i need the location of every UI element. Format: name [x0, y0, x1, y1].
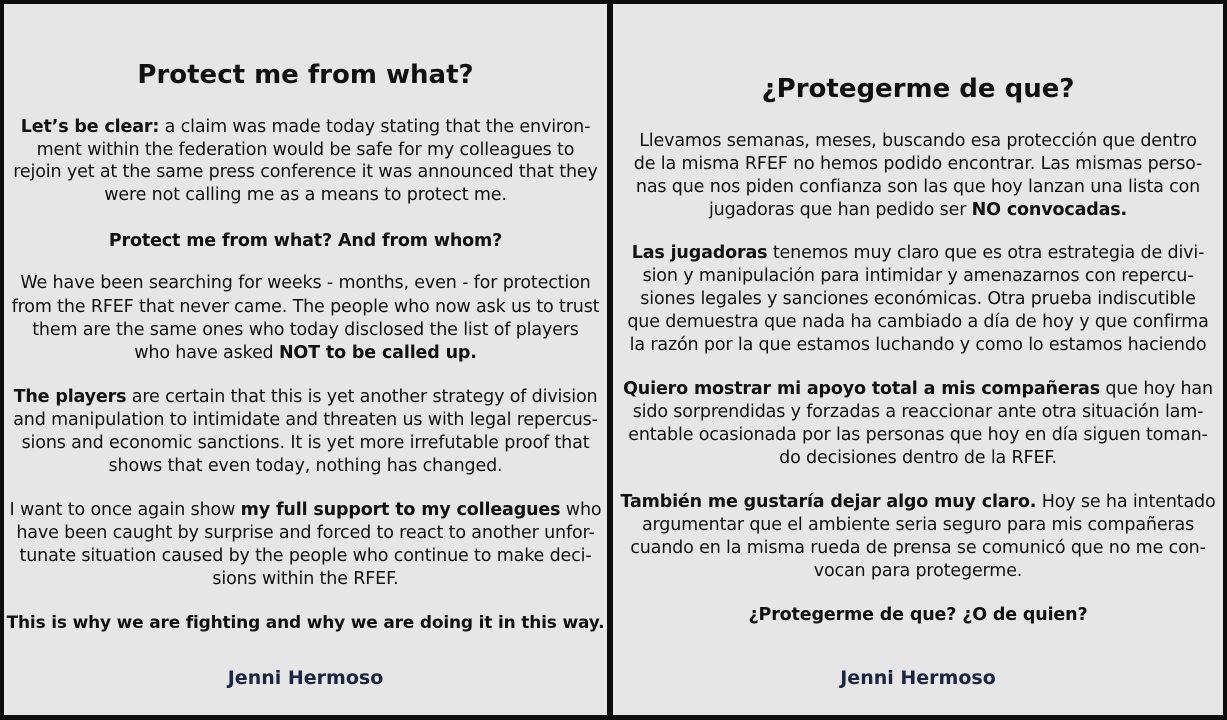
- english-p4-line-4: sions within the RFEF.: [212, 569, 399, 589]
- english-p3-line-2: and manipulation to intimidate and threaten us with legal repercus-: [13, 410, 598, 430]
- english-p2-line-4: who have asked NOT to be called up.: [134, 343, 477, 363]
- english-statement-panel: [4, 4, 607, 715]
- spanish-p4-line-2: argumentar que el ambiente seria seguro para mis compañeras: [641, 515, 1195, 535]
- english-p1-line-3: rejoin yet at the same press conference it was announced that they: [13, 162, 598, 182]
- spanish-p4-line-1: También me gustaría dejar algo muy claro. Hoy se ha intentado: [620, 492, 1216, 512]
- spanish-p2-line-1: Las jugadoras tenemos muy claro que es otra estrategia de divi-: [631, 243, 1205, 263]
- english-subheading: Protect me from what? And from whom?: [108, 231, 503, 251]
- spanish-p2-line-2: sion y manipulación para intimidar y amenazarnos con repercu-: [642, 266, 1194, 286]
- spanish-p4-line-4: vocan para protegerme.: [813, 561, 1023, 581]
- spanish-p3-line-2: sido sorprendidas y forzadas a reaccionar ante otra situación lam-: [632, 402, 1204, 422]
- english-p1-line-4: were not calling me as a means to protect me.: [104, 185, 507, 205]
- spanish-p2-line-4: que demuestra que nada ha cambiado a día de hoy y que confirma: [627, 312, 1209, 332]
- english-p3-line-4: shows that even today, nothing has changed.: [108, 456, 503, 476]
- spanish-p1-line-1: Llevamos semanas, meses, buscando esa protección que dentro: [639, 131, 1197, 151]
- spanish-signature: Jenni Hermoso: [840, 667, 996, 689]
- english-signature: Jenni Hermoso: [227, 667, 384, 689]
- english-p3-line-1: The players are certain that this is yet another strategy of division: [13, 387, 598, 407]
- spanish-statement-panel: [613, 4, 1223, 715]
- english-p2-line-1: We have been searching for weeks - months, even - for protection: [20, 273, 591, 293]
- english-p2-line-3: them are the same ones who today disclosed the list of players: [32, 320, 579, 340]
- spanish-title: ¿Protegerme de que?: [761, 74, 1075, 104]
- english-p2-line-2: from the RFEF that never came. The people who now ask us to trust: [11, 297, 600, 317]
- spanish-p1-line-4: jugadoras que han pedido ser NO convocadas.: [708, 200, 1128, 220]
- spanish-closing-line: ¿Protegerme de que? ¿O de quien?: [748, 605, 1088, 625]
- spanish-p2-line-5: la razón por la que estamos luchando y como lo estamos haciendo: [629, 335, 1207, 355]
- spanish-p3-line-1: Quiero mostrar mi apoyo total a mis compañeras que hoy han: [623, 379, 1213, 399]
- spanish-p3-line-4: do decisiones dentro de la RFEF.: [779, 448, 1057, 468]
- english-p4-line-3: tunate situation caused by the people who continue to make deci-: [19, 546, 592, 566]
- english-closing-line: This is why we are fighting and why we are doing it in this way.: [6, 612, 605, 632]
- english-p1-line-1: Let’s be clear: a claim was made today stating that the environ-: [20, 117, 591, 137]
- spanish-p1-line-2: de la misma RFEF no hemos podido encontrar. Las mismas perso-: [633, 154, 1203, 174]
- spanish-p1-line-3: nas que nos piden confianza son las que hoy lanzan una lista con: [635, 177, 1201, 197]
- english-p4-line-2: have been caught by surprise and forced to react to another unfor-: [16, 523, 595, 543]
- english-p4-line-1: I want to once again show my full support to my colleagues who: [9, 500, 602, 520]
- spanish-p4-line-3: cuando en la misma rueda de prensa se comunicó que no me con-: [630, 538, 1206, 558]
- spanish-p2-line-3: siones legales y sanciones económicas. Otra prueba indiscutible: [640, 289, 1196, 309]
- english-p3-line-3: sions and economic sanctions. It is yet more irrefutable proof that: [21, 433, 590, 453]
- english-title: Protect me from what?: [137, 60, 474, 90]
- spanish-p3-line-3: entable ocasionada por las personas que hoy en día siguen toman-: [628, 425, 1208, 445]
- english-p1-line-2: ment within the federation would be safe for my colleagues to: [36, 140, 575, 160]
